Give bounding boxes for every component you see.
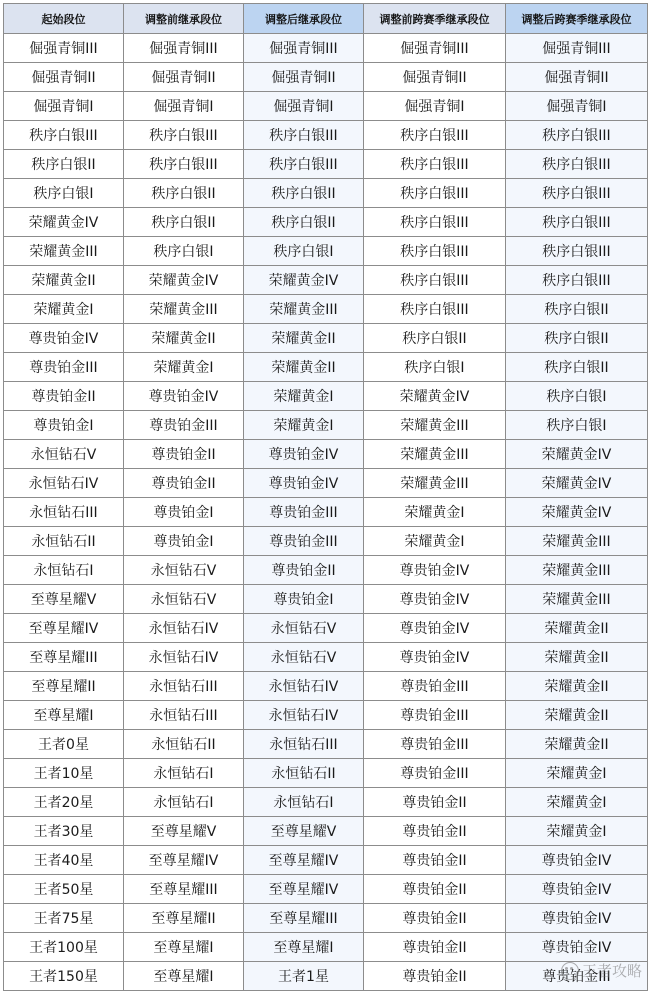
cell-after-cross-season: 荣耀黄金III (506, 527, 648, 556)
cell-start-rank: 倔强青铜II (4, 63, 124, 92)
cell-after-inherit: 尊贵铂金IV (244, 469, 364, 498)
table-row (4, 440, 648, 469)
cell-before-inherit: 尊贵铂金II (124, 440, 244, 469)
cell-after-cross-season: 秩序白银I (506, 411, 648, 440)
cell-before-inherit: 至尊星耀IV (124, 846, 244, 875)
header-after-cross-season: 调整后跨赛季继承段位 (506, 4, 648, 34)
cell-after-inherit: 至尊星耀V (244, 817, 364, 846)
cell-before-cross-season: 尊贵铂金II (364, 904, 506, 933)
table-row (4, 643, 648, 672)
cell-after-cross-season: 尊贵铂金IV (506, 933, 648, 962)
cell-start-rank: 荣耀黄金IV (4, 208, 124, 237)
cell-after-cross-season: 秩序白银I (506, 382, 648, 411)
cell-after-cross-season: 秩序白银III (506, 121, 648, 150)
cell-after-cross-season: 荣耀黄金III (506, 585, 648, 614)
cell-start-rank: 荣耀黄金I (4, 295, 124, 324)
cell-after-cross-season: 秩序白银II (506, 324, 648, 353)
cell-start-rank: 永恒钻石III (4, 498, 124, 527)
cell-after-inherit: 永恒钻石IV (244, 672, 364, 701)
table-row (4, 846, 648, 875)
cell-after-cross-season: 荣耀黄金I (506, 788, 648, 817)
cell-before-cross-season: 尊贵铂金II (364, 817, 506, 846)
cell-start-rank: 王者20星 (4, 788, 124, 817)
cell-before-cross-season: 秩序白银III (364, 208, 506, 237)
table-row (4, 179, 648, 208)
cell-after-inherit: 尊贵铂金IV (244, 440, 364, 469)
cell-before-inherit: 至尊星耀III (124, 875, 244, 904)
cell-before-cross-season: 尊贵铂金II (364, 962, 506, 991)
cell-start-rank: 王者10星 (4, 759, 124, 788)
cell-before-inherit: 永恒钻石IV (124, 614, 244, 643)
watermark-text: 王者攻略 (581, 962, 642, 980)
cell-before-cross-season: 尊贵铂金II (364, 846, 506, 875)
cell-start-rank: 倔强青铜I (4, 92, 124, 121)
cell-before-inherit: 永恒钻石II (124, 730, 244, 759)
cell-before-cross-season: 荣耀黄金I (364, 527, 506, 556)
cell-before-cross-season: 秩序白银III (364, 266, 506, 295)
table-row (4, 962, 648, 991)
cell-after-cross-season: 秩序白银III (506, 208, 648, 237)
cell-start-rank: 尊贵铂金I (4, 411, 124, 440)
cell-before-inherit: 永恒钻石III (124, 672, 244, 701)
cell-after-cross-season: 荣耀黄金IV (506, 469, 648, 498)
cell-before-inherit: 至尊星耀II (124, 904, 244, 933)
cell-before-inherit: 荣耀黄金I (124, 353, 244, 382)
cell-after-cross-season: 荣耀黄金IV (506, 498, 648, 527)
table-row (4, 498, 648, 527)
cell-after-inherit: 尊贵铂金III (244, 498, 364, 527)
cell-before-cross-season: 秩序白银III (364, 179, 506, 208)
watermark (561, 960, 642, 981)
cell-before-inherit: 永恒钻石V (124, 585, 244, 614)
cell-before-inherit: 永恒钻石V (124, 556, 244, 585)
cell-before-cross-season: 秩序白银III (364, 121, 506, 150)
cell-before-cross-season: 倔强青铜I (364, 92, 506, 121)
cell-start-rank: 王者30星 (4, 817, 124, 846)
cell-start-rank: 荣耀黄金II (4, 266, 124, 295)
cell-after-inherit: 荣耀黄金II (244, 324, 364, 353)
cell-before-cross-season: 秩序白银III (364, 150, 506, 179)
cell-start-rank: 至尊星耀V (4, 585, 124, 614)
header-before-cross-season: 调整前跨赛季继承段位 (364, 4, 506, 34)
cell-start-rank: 秩序白银III (4, 121, 124, 150)
cell-after-inherit: 荣耀黄金IV (244, 266, 364, 295)
cell-before-inherit: 永恒钻石I (124, 759, 244, 788)
cell-start-rank: 至尊星耀IV (4, 614, 124, 643)
cell-after-inherit: 永恒钻石IV (244, 701, 364, 730)
cell-before-inherit: 秩序白银III (124, 121, 244, 150)
cell-before-inherit: 倔强青铜III (124, 34, 244, 63)
cell-after-cross-season: 尊贵铂金IV (506, 875, 648, 904)
cell-before-cross-season: 秩序白银III (364, 295, 506, 324)
cell-after-inherit: 秩序白银III (244, 150, 364, 179)
table-row (4, 788, 648, 817)
cell-start-rank: 至尊星耀III (4, 643, 124, 672)
cell-after-inherit: 倔强青铜III (244, 34, 364, 63)
table-row (4, 614, 648, 643)
cell-before-cross-season: 倔强青铜II (364, 63, 506, 92)
cell-start-rank: 王者40星 (4, 846, 124, 875)
cell-after-cross-season: 荣耀黄金II (506, 614, 648, 643)
cell-after-inherit: 秩序白银II (244, 208, 364, 237)
cell-before-inherit: 荣耀黄金III (124, 295, 244, 324)
cell-after-cross-season: 尊贵铂金IV (506, 846, 648, 875)
cell-before-inherit: 倔强青铜II (124, 63, 244, 92)
cell-after-inherit: 至尊星耀IV (244, 846, 364, 875)
table-body (4, 34, 648, 991)
rank-inheritance-table (3, 3, 648, 991)
cell-after-cross-season: 秩序白银III (506, 150, 648, 179)
cell-start-rank: 永恒钻石II (4, 527, 124, 556)
cell-after-cross-season: 荣耀黄金IV (506, 440, 648, 469)
cell-before-cross-season: 尊贵铂金IV (364, 556, 506, 585)
cell-start-rank: 倔强青铜III (4, 34, 124, 63)
table-row (4, 237, 648, 266)
cell-before-inherit: 永恒钻石IV (124, 643, 244, 672)
cell-after-cross-season: 荣耀黄金I (506, 817, 648, 846)
cell-before-inherit: 荣耀黄金IV (124, 266, 244, 295)
cell-after-inherit: 荣耀黄金I (244, 382, 364, 411)
table-row (4, 34, 648, 63)
cell-before-inherit: 秩序白银III (124, 150, 244, 179)
table-row (4, 933, 648, 962)
table-row (4, 701, 648, 730)
table-row (4, 92, 648, 121)
table-row (4, 469, 648, 498)
table-header-row (4, 4, 648, 34)
table-row (4, 295, 648, 324)
cell-after-cross-season: 荣耀黄金II (506, 643, 648, 672)
cell-before-inherit: 倔强青铜I (124, 92, 244, 121)
cell-before-cross-season: 荣耀黄金IV (364, 382, 506, 411)
table-row (4, 411, 648, 440)
table-row (4, 585, 648, 614)
cell-start-rank: 至尊星耀II (4, 672, 124, 701)
cell-before-inherit: 至尊星耀V (124, 817, 244, 846)
header-before-inherit: 调整前继承段位 (124, 4, 244, 34)
cell-before-inherit: 秩序白银I (124, 237, 244, 266)
cell-after-inherit: 秩序白银III (244, 121, 364, 150)
cell-after-inherit: 尊贵铂金I (244, 585, 364, 614)
cell-before-cross-season: 荣耀黄金III (364, 411, 506, 440)
cell-before-inherit: 尊贵铂金I (124, 527, 244, 556)
cell-after-cross-season: 倔强青铜I (506, 92, 648, 121)
cell-before-cross-season: 倔强青铜III (364, 34, 506, 63)
cell-after-cross-season: 秩序白银II (506, 295, 648, 324)
cell-start-rank: 荣耀黄金III (4, 237, 124, 266)
table-row (4, 556, 648, 585)
cell-after-cross-season: 荣耀黄金I (506, 759, 648, 788)
cell-before-inherit: 尊贵铂金II (124, 469, 244, 498)
cell-after-inherit: 至尊星耀III (244, 904, 364, 933)
cell-after-inherit: 至尊星耀IV (244, 875, 364, 904)
table-row (4, 63, 648, 92)
cell-after-cross-season: 尊贵铂金IV (506, 904, 648, 933)
cell-before-inherit: 永恒钻石I (124, 788, 244, 817)
table-row (4, 324, 648, 353)
cell-after-inherit: 荣耀黄金III (244, 295, 364, 324)
cell-after-cross-season: 倔强青铜II (506, 63, 648, 92)
cell-start-rank: 至尊星耀I (4, 701, 124, 730)
cell-before-inherit: 秩序白银II (124, 208, 244, 237)
cell-before-cross-season: 荣耀黄金III (364, 440, 506, 469)
table-row (4, 730, 648, 759)
cell-start-rank: 王者50星 (4, 875, 124, 904)
cell-after-cross-season: 秩序白银II (506, 353, 648, 382)
cell-start-rank: 尊贵铂金II (4, 382, 124, 411)
cell-after-inherit: 秩序白银II (244, 179, 364, 208)
cell-start-rank: 尊贵铂金III (4, 353, 124, 382)
cell-before-cross-season: 尊贵铂金II (364, 875, 506, 904)
header-after-inherit: 调整后继承段位 (244, 4, 364, 34)
cell-after-cross-season: 荣耀黄金II (506, 672, 648, 701)
table-row (4, 817, 648, 846)
cell-start-rank: 王者75星 (4, 904, 124, 933)
cell-before-cross-season: 秩序白银I (364, 353, 506, 382)
cell-before-cross-season: 尊贵铂金III (364, 730, 506, 759)
cell-before-cross-season: 尊贵铂金IV (364, 643, 506, 672)
table-row (4, 527, 648, 556)
table-row (4, 904, 648, 933)
table-row (4, 875, 648, 904)
cell-before-cross-season: 尊贵铂金III (364, 759, 506, 788)
cell-before-cross-season: 尊贵铂金III (364, 701, 506, 730)
cell-after-cross-season: 秩序白银III (506, 237, 648, 266)
table-row (4, 382, 648, 411)
cell-after-inherit: 荣耀黄金I (244, 411, 364, 440)
cell-after-inherit: 倔强青铜I (244, 92, 364, 121)
cell-start-rank: 尊贵铂金IV (4, 324, 124, 353)
cell-before-cross-season: 尊贵铂金II (364, 788, 506, 817)
cell-before-inherit: 尊贵铂金I (124, 498, 244, 527)
cell-before-cross-season: 荣耀黄金III (364, 469, 506, 498)
cell-after-cross-season: 秩序白银III (506, 266, 648, 295)
cell-before-cross-season: 尊贵铂金IV (364, 614, 506, 643)
cell-start-rank: 秩序白银II (4, 150, 124, 179)
cell-after-inherit: 秩序白银I (244, 237, 364, 266)
table-row (4, 672, 648, 701)
cell-before-inherit: 永恒钻石III (124, 701, 244, 730)
cell-before-inherit: 尊贵铂金IV (124, 382, 244, 411)
cell-after-inherit: 永恒钻石V (244, 643, 364, 672)
table-row (4, 759, 648, 788)
cell-after-inherit: 尊贵铂金II (244, 556, 364, 585)
cell-before-cross-season: 尊贵铂金IV (364, 585, 506, 614)
header-start-rank: 起始段位 (4, 4, 124, 34)
cell-start-rank: 永恒钻石I (4, 556, 124, 585)
cell-after-cross-season: 荣耀黄金III (506, 556, 648, 585)
cell-after-cross-season: 秩序白银III (506, 179, 648, 208)
cell-before-inherit: 至尊星耀I (124, 933, 244, 962)
chat-bubble-icon (561, 962, 579, 980)
cell-start-rank: 永恒钻石V (4, 440, 124, 469)
table-row (4, 121, 648, 150)
cell-after-inherit: 荣耀黄金II (244, 353, 364, 382)
cell-after-inherit: 至尊星耀I (244, 933, 364, 962)
table-row (4, 208, 648, 237)
table-row (4, 353, 648, 382)
cell-start-rank: 永恒钻石IV (4, 469, 124, 498)
cell-start-rank: 王者100星 (4, 933, 124, 962)
cell-before-inherit: 尊贵铂金III (124, 411, 244, 440)
cell-after-inherit: 尊贵铂金III (244, 527, 364, 556)
cell-before-cross-season: 秩序白银II (364, 324, 506, 353)
cell-before-cross-season: 尊贵铂金III (364, 672, 506, 701)
cell-start-rank: 秩序白银I (4, 179, 124, 208)
cell-before-inherit: 至尊星耀I (124, 962, 244, 991)
table-row (4, 150, 648, 179)
cell-after-inherit: 永恒钻石V (244, 614, 364, 643)
cell-after-inherit: 永恒钻石III (244, 730, 364, 759)
table-row (4, 266, 648, 295)
cell-start-rank: 王者0星 (4, 730, 124, 759)
cell-after-cross-season: 荣耀黄金II (506, 701, 648, 730)
cell-before-cross-season: 荣耀黄金I (364, 498, 506, 527)
cell-after-inherit: 王者1星 (244, 962, 364, 991)
cell-after-inherit: 永恒钻石II (244, 759, 364, 788)
cell-after-inherit: 永恒钻石I (244, 788, 364, 817)
cell-before-inherit: 荣耀黄金II (124, 324, 244, 353)
cell-after-cross-season: 尊贵铂金III (506, 962, 648, 991)
cell-after-inherit: 倔强青铜II (244, 63, 364, 92)
cell-before-inherit: 秩序白银II (124, 179, 244, 208)
cell-before-cross-season: 尊贵铂金II (364, 933, 506, 962)
cell-after-cross-season: 荣耀黄金II (506, 730, 648, 759)
cell-start-rank: 王者150星 (4, 962, 124, 991)
cell-after-cross-season: 倔强青铜III (506, 34, 648, 63)
cell-before-cross-season: 秩序白银III (364, 237, 506, 266)
